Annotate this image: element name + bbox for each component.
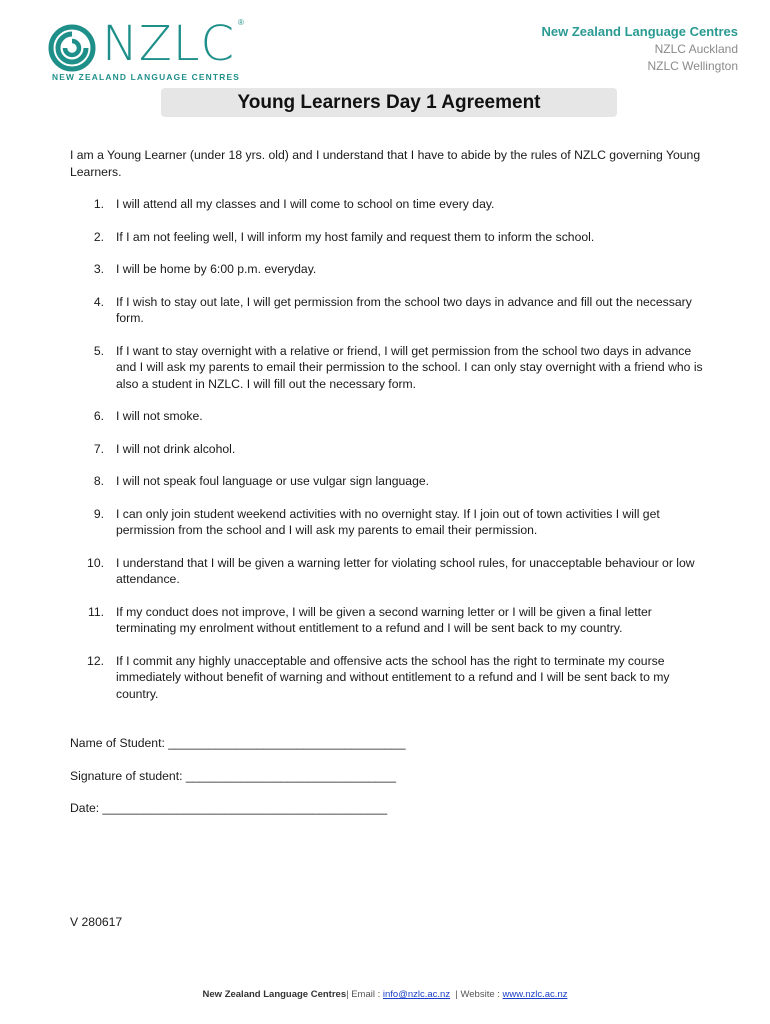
version-number: V 280617 xyxy=(70,915,123,929)
intro-paragraph: I am a Young Learner (under 18 yrs. old) and I understand that I have to abide by the rules of NZLC governing Young Learners. xyxy=(70,148,701,179)
date-field[interactable] xyxy=(70,800,405,816)
rule-number: 3. xyxy=(93,262,104,276)
rule-number: 11. xyxy=(87,604,104,619)
rule-item xyxy=(70,473,710,490)
rule-text: I will not smoke. xyxy=(116,409,203,423)
rules-list xyxy=(70,196,710,702)
logo-wordmark: NZLC xyxy=(102,16,236,72)
signature-fields xyxy=(70,735,405,833)
rule-item xyxy=(70,441,710,458)
rule-item xyxy=(70,408,710,425)
student-name-field[interactable] xyxy=(70,735,405,751)
rule-number: 5. xyxy=(93,343,104,358)
rule-text: I understand that I will be given a warning letter for violating school rules, for unacceptable behaviour or low attendance. xyxy=(116,555,695,586)
rule-item xyxy=(70,653,710,703)
spiral-logo-icon xyxy=(48,24,96,72)
logo-tagline: NEW ZEALAND LANGUAGE CENTRES xyxy=(52,72,241,82)
rule-number: 2. xyxy=(93,229,104,244)
rule-text: I will not drink alcohol. xyxy=(116,441,236,456)
footer-website-label: | Website : xyxy=(450,989,503,1000)
rule-text: If I wish to stay out late, I will get permission from the school two days in advance and fill out the necessary form. xyxy=(116,294,692,325)
rule-item xyxy=(70,604,710,637)
rule-text: I will attend all my classes and I will come to school on time every day. xyxy=(116,197,495,211)
rule-text: I can only join student weekend activities with no overnight stay. If I join out of town activities I will get permission from the school and I will ask my parents to email their permission. xyxy=(116,506,660,537)
rule-item xyxy=(70,343,710,393)
date-label: Date: xyxy=(70,801,100,815)
rule-text: If I commit any highly unacceptable and offensive acts the school has the right to terminate my course immediately without benefit of warning and without entitlement to a refund and I will be sent back to my country. xyxy=(116,653,670,701)
header-org-block xyxy=(542,24,739,73)
date-line[interactable]: __________________________________________ xyxy=(102,801,388,815)
rule-text: I will not speak foul language or use vulgar sign language. xyxy=(116,474,430,488)
rule-number: 1. xyxy=(93,197,104,211)
agreement-body xyxy=(70,147,710,718)
rule-item xyxy=(70,229,710,246)
registered-mark: ® xyxy=(238,18,244,27)
page-footer xyxy=(0,989,770,1000)
rule-number: 6. xyxy=(93,409,104,423)
footer-email-label: | Email : xyxy=(346,989,383,1000)
rule-number: 7. xyxy=(93,441,104,456)
rule-number: 12. xyxy=(87,653,104,668)
rule-item xyxy=(70,555,710,588)
rule-text: If I want to stay overnight with a relative or friend, I will get permission from the school two days in advance and I will ask my parents to email their permission to the school. I can only stay overnight with a friend who is also a student in NZLC. I will fill out the necessary form. xyxy=(116,343,703,391)
title-banner xyxy=(161,88,617,117)
rule-number: 4. xyxy=(93,294,104,309)
location-auckland: NZLC Auckland xyxy=(654,42,738,56)
student-signature-field[interactable] xyxy=(70,768,405,784)
rule-item xyxy=(70,196,710,213)
rule-text: I will be home by 6:00 p.m. everyday. xyxy=(116,262,317,276)
org-name: New Zealand Language Centres xyxy=(541,24,738,39)
rule-item xyxy=(70,294,710,327)
page-title: Young Learners Day 1 Agreement xyxy=(237,92,541,113)
nzlc-logo xyxy=(48,18,258,82)
footer-org-name: New Zealand Language Centres xyxy=(202,989,347,1000)
student-signature-line[interactable]: _______________________________ xyxy=(185,768,396,783)
rule-text: If I am not feeling well, I will inform my host family and request them to inform the school. xyxy=(116,229,595,244)
rule-item xyxy=(70,261,710,278)
rule-number: 9. xyxy=(93,506,104,521)
footer-email-link[interactable]: info@nzlc.ac.nz xyxy=(382,989,451,1000)
student-signature-label: Signature of student: xyxy=(70,768,183,783)
student-name-line[interactable]: ___________________________________ xyxy=(168,736,406,750)
rule-number: 8. xyxy=(93,474,104,488)
location-wellington: NZLC Wellington xyxy=(647,59,738,73)
rule-item xyxy=(70,506,710,539)
footer-website-link[interactable]: www.nzlc.ac.nz xyxy=(502,989,568,1000)
student-name-label: Name of Student: xyxy=(70,736,165,750)
rule-text: If my conduct does not improve, I will be given a second warning letter or I will be given a final letter terminating my enrolment without entitlement to a refund and I will be sent back to my country. xyxy=(116,604,652,635)
rule-number: 10. xyxy=(87,555,104,570)
